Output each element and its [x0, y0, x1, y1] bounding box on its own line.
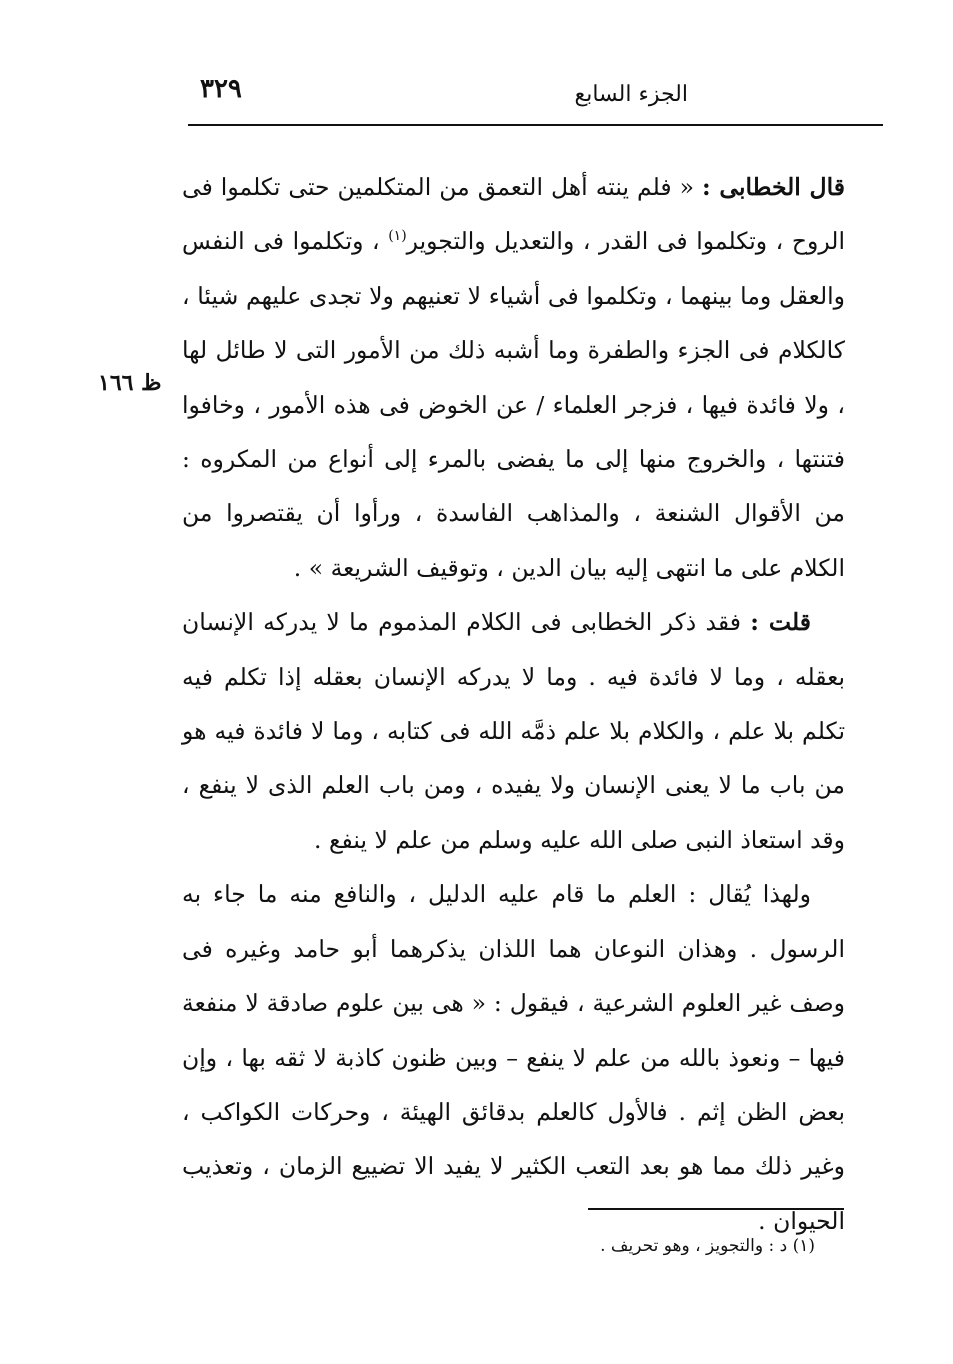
paragraph-text: فقد ذكر الخطابى فى الكلام المذموم ما لا يدركه الإنسان بعقله ، وما لا فائدة فيه . وما لا يدركه الإنسان بعقله إذا تكلم فيه تكلم بلا علم ، والكلام بلا علم ذمَّه الله فى كتابه ، وما لا فائدة فيه هو من باب ما لا يعنى الإنسان ولا يفيده ، ومن باب العلم الذى لا ينفع ، وقد استعاذ النبى صلى الله عليه وسلم من علم لا ينفع . — [182, 608, 845, 854]
footnote-rule — [588, 1208, 844, 1210]
paragraph-lead: قلت : — [750, 608, 811, 637]
margin-folio-note: ظ ١٦٦ — [98, 370, 162, 396]
paragraph-text: ، وتكلموا فى النفس والعقل وما بينهما ، وتكلموا فى أشياء لا تعنيهم ولا تجدى عليهم شيئا ، كالكلام فى الجزء والطفرة وما أشبه ذلك من الأمور التى لا طائل لها ، ولا فائدة فيها ، فزجر العلماء / عن الخوض فى هذه الأمور ، وخافوا فتنتها ، والخروج منها إلى ما يفضى بالمرء إلى أنواع من المكروه : من الأقوال الشنعة ، والمذاهب الفاسدة ، ورأوا أن يقتصروا من الكلام على ما انتهى إليه بيان الدين ، وتوقيف الشريعة » . — [182, 227, 845, 582]
paragraph-lead: قال الخطابى : — [702, 173, 845, 201]
footnote-mark: (١) — [388, 228, 407, 245]
header-title: الجزء السابع — [574, 82, 688, 107]
paragraph-text: ولهذا يُقال : العلم ما قام عليه الدليل ، والنافع منه ما جاء به الرسول . وهذان النوعان هما اللذان يذكرهما أبو حامد وغيره فى وصف غير العلوم الشرعية ، فيقول : « هى بين علوم صادقة لا منفعة فيها – ونعوذ بالله من علم لا ينفع – وبين ظنون كاذبة لا ثقه بها ، وإن بعض الظن إثم . فالأول كالعلم بدقائق الهيئة ، وحركات الكواكب ، وغير ذلك مما هو بعد التعب الكثير لا يفيد الا تضييع الزمان ، وتعذيب الحيوان . — [182, 880, 845, 1235]
paragraph-khattabi-quote — [182, 160, 845, 595]
paragraph-text: « فلم ينته أهل التعمق من المتكلمين حتى تكلموا فى الروح ، وتكلموا فى القدر ، والتعديل والتجوير — [182, 173, 845, 256]
main-text — [182, 160, 845, 1248]
page-number: ٣٢٩ — [200, 74, 242, 104]
running-header — [188, 68, 883, 122]
footnote: (١) د : والتجويز ، وهو تحريف . — [600, 1236, 815, 1256]
paragraph-qultu — [182, 595, 845, 867]
paragraph-wa-lihadha — [182, 867, 845, 1248]
header-rule — [188, 124, 883, 126]
